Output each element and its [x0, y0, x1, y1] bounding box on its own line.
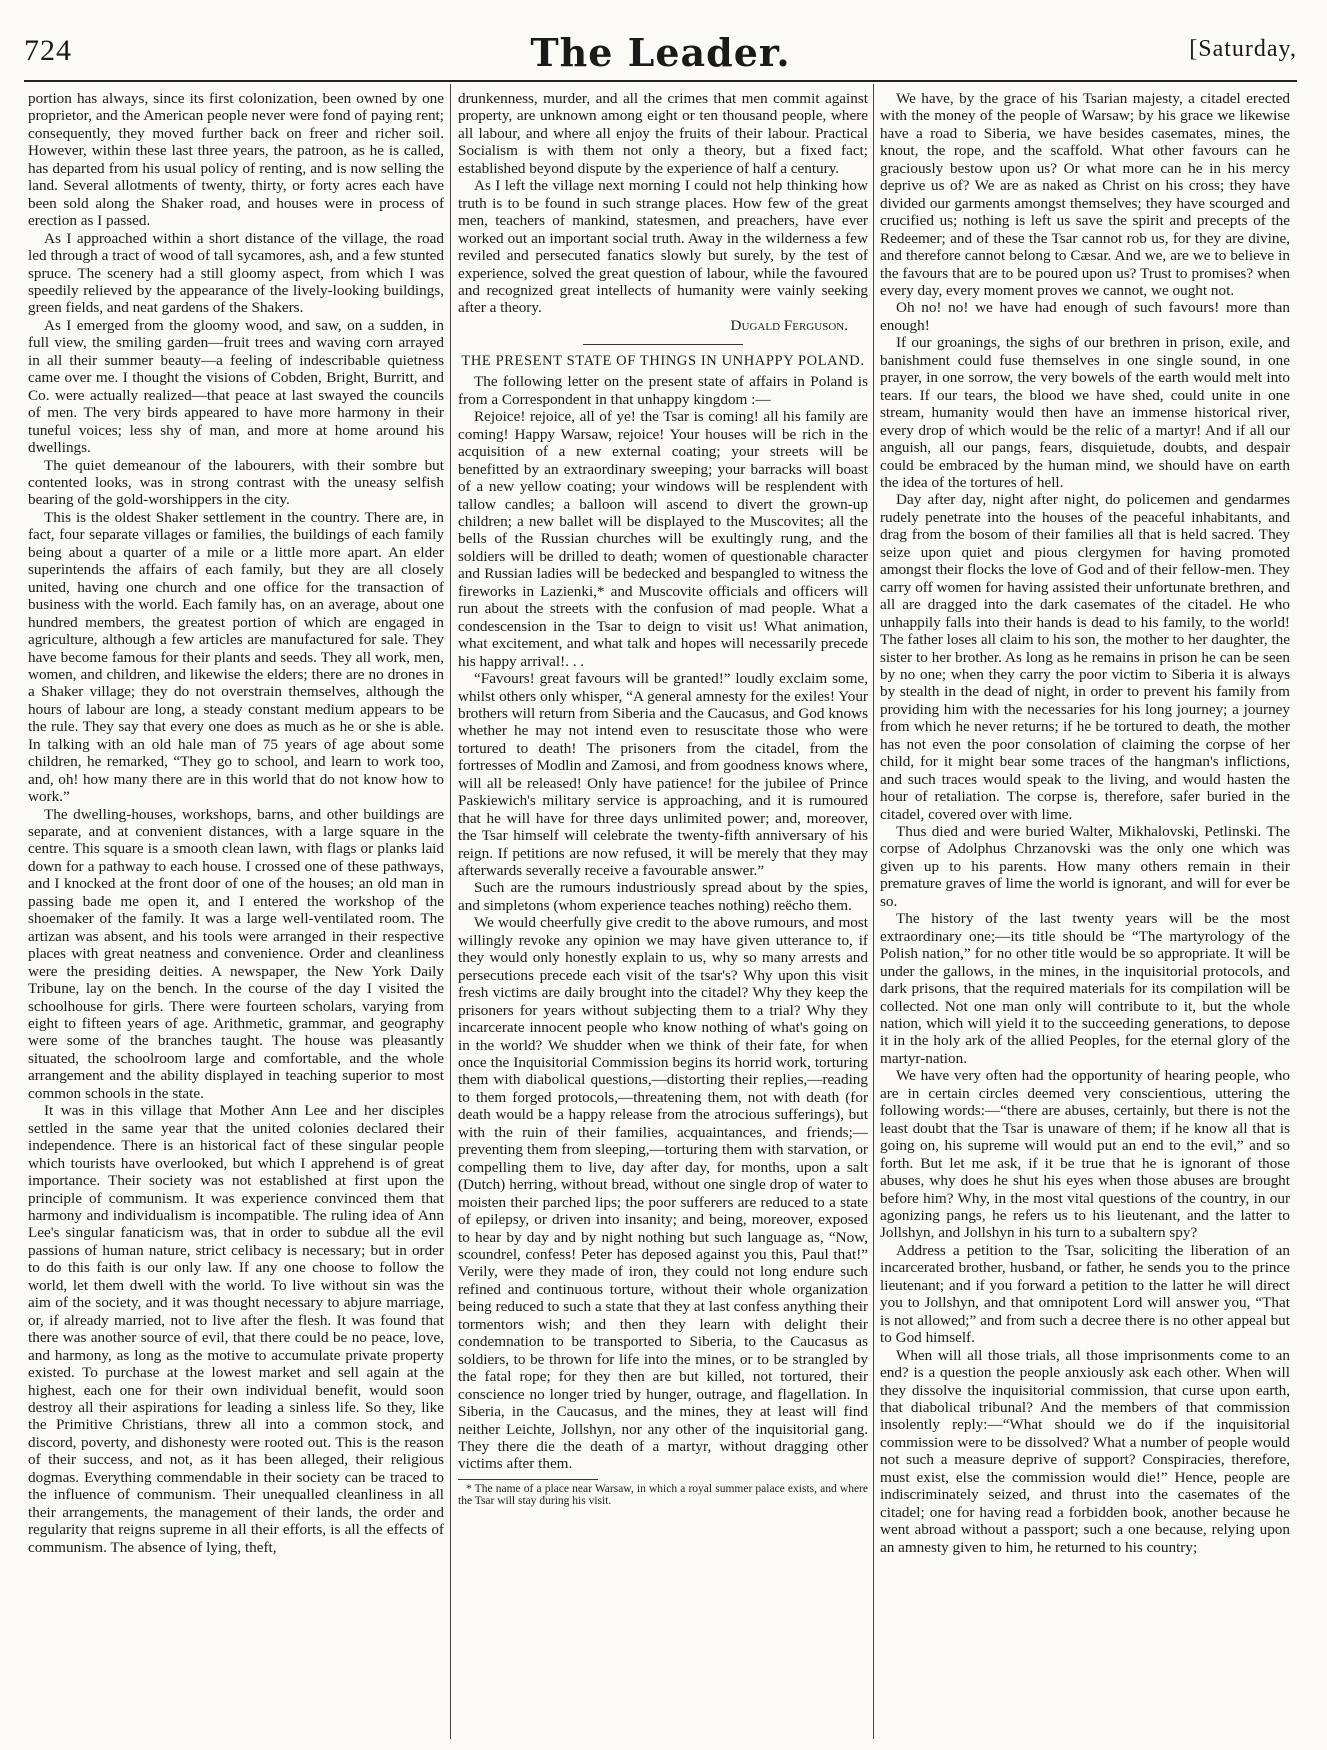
column-1: [28, 90, 444, 1740]
paragraph: We have, by the grace of his Tsarian majesty, a citadel erected with the money of the people of Warsaw; by his grace we likewise have a road to Siberia, we have besides casemates, mines, the knout, the rope, and the scaffold. What other favours can he graciously bestow upon us? Or what more can he in his mercy deprive us of? We are as naked as Christ on his cross; they have divided our garments amongst themselves; they have scourged and crucified us; nothing is left us save the spirit and precepts of the Redeemer; and of these the Tsar cannot rob us, for they are divine, and therefore cannot belong to Cæsar. And we, are we to believe in the favours that are to be poured upon us? Trust to promises? when every day, every moment proves we cannot, we ought not.: [880, 90, 1290, 299]
paragraph: Oh no! no! we have had enough of such favours! more than enough!: [880, 299, 1290, 334]
paragraph: As I emerged from the gloomy wood, and saw, on a sudden, in full view, the smiling garden—fruit trees and waving corn arrayed in all their summer beauty—a feeling of indescribable quietness came over me. I thought the visions of Cobden, Bright, Burritt, and Co. were actually realized—that peace at last swayed the councils of men. The very birds appeared to have more harmony in their tuneful voices; less shy of man, and more at home around his dwellings.: [28, 316, 444, 457]
paragraph: Rejoice! rejoice, all of ye! the Tsar is coming! all his family are coming! Happy Warsaw, rejoice! Your houses will be rich in the acquisition of a new external coating; your streets will be benefitted by an extraordinary sweeping; your barracks will boast of a new yellow coating; your windows will be resplendent with tallow candles; a balloon will ascend to divert the grown-up children; a new ballet will be displayed to the Muscovites; all the bells of the Russian churches will be exultingly rung, and the soldiers will be drilled to death; women of questionable character and Russian ladies will be bedecked and bespangled to witness the fireworks in Lazienki,* and Muscovite officials and officers will run about the streets with the confusion of mad people. What a condescension in the Tsar to deign to visit us! What animation, what excitement, and what talk and hopes will necessarily precede his happy arrival!. . .: [458, 408, 868, 670]
paragraph: The quiet demeanour of the labourers, with their sombre but contented looks, was in strong contrast with the uneasy selfish bearing of the gold-worshippers in the city.: [28, 456, 444, 509]
paragraph: It was in this village that Mother Ann Lee and her disciples settled in the same year that the united colonies declared their independence. There is an historical fact of these singular people which tourists have overlooked, but which I apprehend is of great importance. Their society was not established at first upon the principle of communism. It was experience convinced them that harmony and individualism is incompatible. The ruling idea of Ann Lee's singular fanaticism was, that in order to subdue all the evil passions of human nature, strict celibacy is necessary; but in order to do this faith is our only law. If any one choose to follow the world, let them dwell with the world. To live without sin was the aim of the society, and it was thought necessary to abjure marriage, or, if already married, not to live after the flesh. It was found that there was another source of evil, that there could be no peace, love, and harmony, as long as the motive to accumulate private property existed. To purchase at the lowest market and sell again at the highest, each one for their own individual benefit, would soon destroy all their aspirations for leading a sinless life. So they, like the Primitive Christians, threw all into a common stock, and discord, poverty, and dishonesty were rooted out. This is the reason of their success, and not, as it has been alleged, their religious dogmas. Everything commendable in their society can be traced to the influence of communism. Their unequalled cleanliness in all their arrangements, the management of their lands, the order and regularity that reigns supreme in all their efforts, is all the effects of communism. The absence of lying, theft,: [28, 1102, 444, 1556]
paragraph: Day after day, night after night, do policemen and gendarmes rudely penetrate into the houses of the peaceful inhabitants, and drag from the bosom of their families all that is held sacred. They seize upon quiet and pious clergymen for having promoted amongst their flocks the love of God and of their fellow-men. They carry off women for having assisted their unfortunate brethren, and all are dragged into the dark casemates of the citadel. He who unhappily falls into their hands is dead to his family, to the world! The father loses all claim to his son, the mother to her daughter, the sister to her brother. As long as he remains in prison he can be seen by no one; when they carry the poor victim to Siberia it is always by stealth in the dead of night, in order to prevent his family from providing him with the necessaries for his long journey; a journey from which he never returns; if he be tortured to death, the mother has not even the poor consolation of claiming the corpse of her child, for it might bear some traces of the hangman's inflictions, and such traces would speak to the living, and would hasten the hour of retaliation. The corpse is, therefore, safer buried in the citadel, covered over with lime.: [880, 491, 1290, 823]
footnote: * The name of a place near Warsaw, in which a royal summer palace exists, and where the Tsar will stay during his visit.: [458, 1482, 868, 1508]
column-divider: [873, 84, 874, 1739]
article-headline: THE PRESENT STATE OF THINGS IN UNHAPPY POLAND.: [461, 353, 865, 370]
issue-day: [Saturday,: [1189, 36, 1297, 62]
author-signature: Dugald Ferguson.: [730, 316, 848, 334]
column-3: [880, 90, 1290, 1740]
paragraph: portion has always, since its first colonization, been owned by one proprietor, and the American people never were fond of paying rent; consequently, they moved further back on freer and richer soil. However, within these last three years, the patroon, as he is called, has departed from his usual policy of renting, and is now selling the land. Several allotments of twenty, thirty, or forty acres each have been sold along the Shaker road, and houses were in process of erection as I passed.: [28, 90, 444, 230]
page-header: [24, 30, 1297, 76]
paragraph: The history of the last twenty years will be the most extraordinary one;—its title should be “The martyrology of the Polish nation,” for no other title would be so appropriate. It will be under the gallows, in the mines, in the inquisitorial protocols, and dark prisons, that the required materials for its compilation will be collected. Not one man only will contribute to it, but the whole nation, which will yield it to the succeeding generations, to depose it in the holy ark of the allied Peoples, for the eternal glory of the martyr-nation.: [880, 910, 1290, 1067]
paragraph: drunkenness, murder, and all the crimes that men commit against property, are unknown among eight or ten thousand people, where all labour, and where all enjoy the fruits of their labour. Practical Socialism is with them not only a theory, but a fixed fact; established beyond dispute by the experience of half a century.: [458, 90, 868, 177]
paragraph: When will all those trials, all those imprisonments come to an end? is a question the people anxiously ask each other. When will they dissolve the inquisitorial commission, that curse upon earth, that diabolical tribunal? And the members of that commission insolently reply:—“What should we do if the inquisitorial commission were to be dissolved? What a number of people would not such a measure deprive of support? Conspiracies, therefore, must exist, else the commission would die!” Hence, people are indiscriminately seized, and thrust into the casemates of the citadel; one for having read a forbidden book, another because he went abroad without a passport; such a one because, relying upon an amnesty given to him, he returned to his country;: [880, 1346, 1290, 1556]
paragraph: Thus died and were buried Walter, Mikhalovski, Petlinski. The corpse of Adolphus Chrzanovski was the only one which was given up to his parents. How many others remain in their premature graves of lime the world is ignorant, and will for ever be so.: [880, 823, 1290, 910]
paragraph: “Favours! great favours will be granted!” loudly exclaim some, whilst others only whisper, “A general amnesty for the exiles! Your brothers will return from Siberia and the Caucasus, and God knows whether he may not intend even to resuscitate those who were tortured to death! The prisoners from the citadel, from the fortresses of Modlin and Zamosi, and from goodness knows where, will all be released! Only have patience! for the jubilee of Prince Paskiewich's military service is approaching, and it is rumoured that he will have for three days unlimited power; and, moreover, the Tsar himself will celebrate the twenty-fifth anniversary of his reign. If petitions are now refused, it will be merely that they may afterwards severally receive a favourable answer.”: [458, 670, 868, 880]
footnote-rule: [458, 1479, 598, 1480]
paragraph: As I approached within a short distance of the village, the road led through a tract of wood of tall sycamores, ash, and a few stunted spruce. The scenery had a still gloomy aspect, from which I was speedily relieved by the appearance of the lively-looking buildings, green fields, and neat gardens of the Shakers.: [28, 229, 444, 317]
paragraph: If our groanings, the sighs of our brethren in prison, exile, and banishment could fuse themselves in one single sound, in one prayer, in one sorrow, the very bowels of the earth would melt into tears. If our tears, the blood we have shed, could unite in one stream, humanity would then have an immense historical river, every drop of which would be the relic of a martyr! And if all our anguish, all our pangs, fears, disquietude, doubts, and despair could be embraced by the human mind, we should have on earth the idea of the tortures of hell.: [880, 334, 1290, 491]
header-rule: [24, 80, 1297, 82]
paragraph: This is the oldest Shaker settlement in the country. There are, in fact, four separate villages or families, the buildings of each family being about a quarter of a mile or a little more apart. An elder superintends the affairs of each family, but they are all closely united, having one church and one office for the transaction of business with the world. Each family has, on an average, about one hundred members, the greatest portion of which are engaged in agriculture, although a few articles are manufactured for sale. They have become famous for their plants and seeds. They all work, men, women, and children, and likewise the elders; there are no drones in a Shaker village; they do not overstrain themselves, although the hours of labour are long, a steady constant medium appears to be the rule. They say that every one does as much as he or she is able. In talking with an old hale man of 75 years of age about some children, he remarked, “They go to school, and learn to work too, and, oh! how many there are in this world that do not know how to work.”: [28, 508, 444, 806]
paragraph: We would cheerfully give credit to the above rumours, and most willingly revoke any opinion we may have given utterance to, if they would only honestly explain to us, why so many arrests and persecutions precede each visit of the tsar's? Why upon this visit fresh victims are daily brought into the citadel? Why they keep the prisoners for years without subjecting them to a trial? Why they incarcerate innocent people who know nothing of what's going on in the world? We shudder when we think of their fate, for when once the Inquisitorial Commission begins its horrid work, torturing them with diabolical questions,—distorting their replies,—reading to them forged protocols,—threatening them, not with death (for death would be a happy release from the atrocious sufferings), but with the ruin of their families, acquaintances, and friends;—preventing them from sleeping,—torturing them with starvation, or compelling them to live, day after day, for months, upon a salt (Dutch) herring, without bread, without one single drop of water to moisten their parched lips; the poor sufferers are reduced to a state of epilepsy, or driven into insanity; and being, moreover, exposed to hear by day and by night nothing but such language as, “Now, scoundrel, confess! Peter has deposed against you this, Paul that!” Verily, were they made of iron, they could not long endure such refined and continuous torture, without their whole organization being reduced to such a state that they at last confess anything their tormentors wish; and then they learn with delight their condemnation to be transported to Siberia, to the Caucasus as soldiers, to be thrown for life into the mines, or to be strangled by the fatal rope; for they then are but killed, not tortured, their conscience no longer tried by hunger, outrage, and flagellation. In Siberia, in the Caucasus, and the mines, they at least will find neither Leichte, Jollshyn, nor any other of the inquisitorial gang. They there die the death of a martyr, without dragging other victims after them.: [458, 914, 868, 1473]
paragraph: We have very often had the opportunity of hearing people, who are in certain circles deemed very conscientious, uttering the following words:—“there are abuses, certainly, but there is not the least doubt that the Tsar is unaware of them; if he know all that is going on, his supreme will would put an end to the evil,” and so forth. But let me ask, if it be true that he is ignorant of those abuses, why does he shut his eyes when those abuses are brought before him? Why, in the most vital questions of the country, in our agonizing pangs, he refers us to his lieutenant, and the latter to Jollshyn, and Jollshyn in his turn to a subaltern spy?: [880, 1067, 1290, 1242]
column-divider: [450, 84, 451, 1739]
paragraph: Such are the rumours industriously spread about by the spies, and simpletons (whom experience teaches nothing) reëcho them.: [458, 879, 868, 914]
paragraph: Address a petition to the Tsar, soliciting the liberation of an incarcerated brother, husband, or father, he sends you to the prince lieutenant; and if you forward a petition to the latter he will direct you to Jollshyn, and that omnipotent Lord will answer you, “That is not allowed;” and from such a decree there is no other appeal but to God himself.: [880, 1241, 1290, 1347]
page-number: 724: [24, 34, 72, 67]
paragraph: The dwelling-houses, workshops, barns, and other buildings are separate, and at convenient distances, with a large square in the centre. This square is a smooth clean lawn, with flags or planks laid down for a pathway to each house. I crossed one of these pathways, and I knocked at the front door of one of the houses; an old man in passing bade me open it, and I entered the workshop of the shoemaker of the family. It was a large well-ventilated room. The artizan was absent, and his tools were arranged in their respective places with great neatness and convenience. Order and cleanliness were the presiding deities. A newspaper, the New York Daily Tribune, lay on the bench. In the course of the day I visited the schoolhouse for girls. There were fourteen scholars, varying from eight to fifteen years of age. Arithmetic, grammar, and geography were some of the branches taught. The house was pleasantly situated, the schoolroom large and comfortable, and the whole arrangement and the ability displayed in teaching superior to most common schools in the state.: [28, 805, 444, 1102]
paragraph: The following letter on the present state of affairs in Poland is from a Correspondent in that unhappy kingdom :—: [458, 373, 868, 408]
paragraph: As I left the village next morning I could not help thinking how truth is to be found in such strange places. How few of the great men, teachers of mankind, statesmen, and preachers, have ever worked out an important social truth. Away in the wilderness a few reviled and persecuted fanatics slowly but surely, by the test of experience, solved the great question of labour, while the favoured and recognized great intellects of humanity were vainly seeking after a theory.: [458, 177, 868, 317]
column-2: [458, 90, 868, 1740]
article-separator: [583, 344, 743, 345]
masthead-title: The Leader.: [530, 30, 791, 75]
